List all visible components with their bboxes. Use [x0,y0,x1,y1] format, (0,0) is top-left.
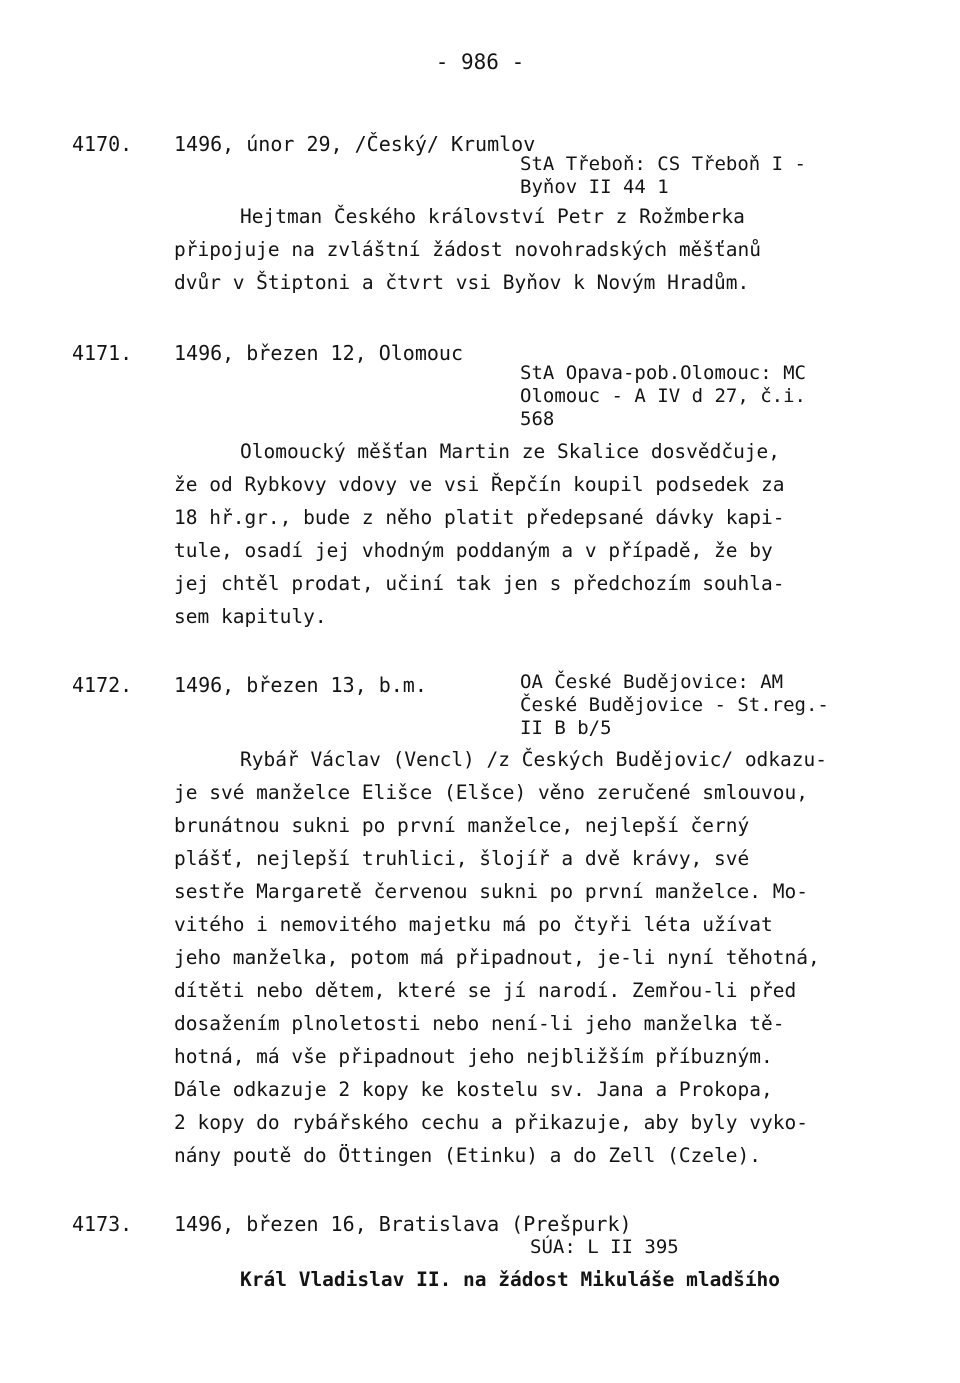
entry-text-line: Král Vladislav II. na žádost Mikuláše mladšího [240,1268,781,1291]
entry-number: 4171. [72,341,133,365]
entry-header: 1496, březen 12, Olomouc [174,341,463,365]
entry-text-line: sestře Margaretě červenou sukni po první manželce. Mo- [174,880,808,903]
entry-number: 4170. [72,132,133,156]
entry-text-line: Dále odkazuje 2 kopy ke kostelu sv. Jana a Prokopa, [174,1078,773,1101]
entry-source-line: Olomouc - A IV d 27, č.i. [520,385,806,407]
entry-header: 1496, březen 13, b.m. [174,673,427,697]
entry-text-line: jeho manželka, potom má připadnout, je-li nyní těhotná, [174,946,820,969]
entry-text-line: Hejtman Českého království Petr z Rožmberka [240,205,745,228]
entry-text-line: vitého i nemovitého majetku má po čtyři léta užívat [174,913,773,936]
entry-text-line: dvůr v Štiptoni a čtvrt vsi Byňov k Novým Hradům. [174,271,750,294]
entry-source-line: SÚA: L II 395 [530,1236,679,1258]
entry-source-line: Byňov II 44 1 [520,176,669,198]
entry-number: 4173. [72,1212,133,1236]
entry-text-line: připojuje na zvláštní žádost novohradských měšťanů [174,238,761,261]
entry-text-line: 18 hř.gr., bude z něho platit předepsané dávky kapi- [174,506,785,529]
entry-header: 1496, březen 16, Bratislava (Prešpurk) [174,1212,632,1236]
entry-text-line: tule, osadí jej vhodným poddaným a v případě, že by [174,539,773,562]
entry-number: 4172. [72,673,133,697]
entry-source-line: České Budějovice - St.reg.- [520,694,829,716]
entry-text-line: že od Rybkovy vdovy ve vsi Řepčín koupil podsedek za [174,473,785,496]
entry-text-line: brunátnou sukni po první manželce, nejlepší černý [174,814,750,837]
entry-source-line: II B b/5 [520,717,612,739]
entry-source-line: OA České Budějovice: AM [520,671,784,693]
entry-text-line: je své manželce Elišce (Elšce) věno zeručené smlouvou, [174,781,808,804]
entry-source-line: 568 [520,408,555,430]
entry-text-line: dosažením plnoletosti nebo není-li jeho manželka tě- [174,1012,785,1035]
entry-text-line: plášť, nejlepší truhlici, šlojíř a dvě krávy, své [174,847,750,870]
entry-text-line: hotná, má vše připadnout jeho nejbližším příbuzným. [174,1045,773,1068]
entry-text-line: sem kapituly. [174,605,327,628]
entry-header: 1496, únor 29, /Český/ Krumlov [174,132,536,156]
entry-source-line: StA Opava-pob.Olomouc: MC [520,362,806,384]
entry-text-line: nány poutě do Öttingen (Etinku) a do Zell (Czele). [174,1144,761,1167]
entry-text-line: 2 kopy do rybářského cechu a přikazuje, aby byly vyko- [174,1111,808,1134]
entry-text-line: dítěti nebo dětem, které se jí narodí. Zemřou-li před [174,979,797,1002]
entry-text-line: Olomoucký měšťan Martin ze Skalice dosvědčuje, [240,440,781,463]
entry-source-line: StA Třeboň: CS Třeboň I - [520,153,806,175]
page-number: - 986 - [435,50,525,74]
entry-text-line: Rybář Václav (Vencl) /z Českých Budějovic/ odkazu- [240,748,827,771]
entry-text-line: jej chtěl prodat, učiní tak jen s předchozím souhla- [174,572,785,595]
